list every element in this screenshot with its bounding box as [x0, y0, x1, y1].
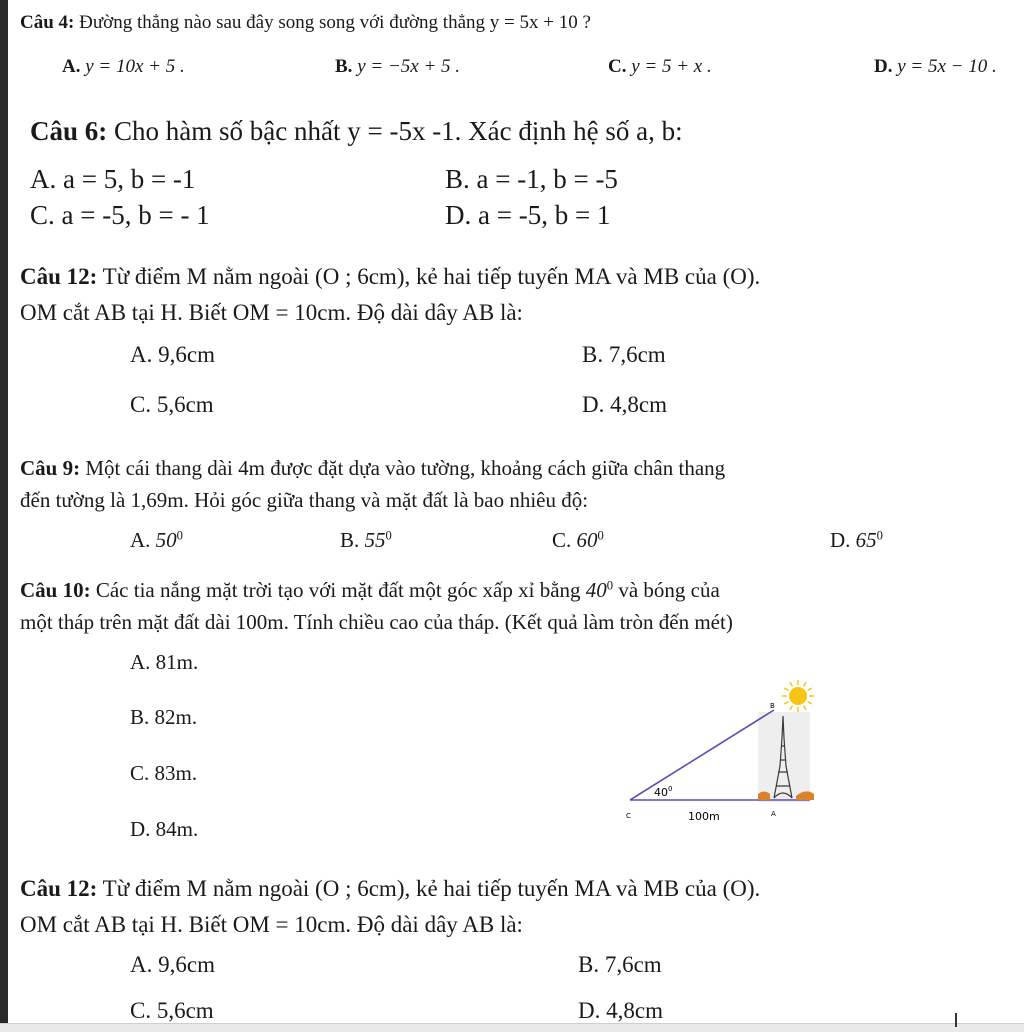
question-12-option-a[interactable]: A. 9,6cm: [130, 342, 215, 367]
sun-icon: [782, 680, 814, 712]
question-10-option-a[interactable]: A. 81m.: [130, 650, 199, 674]
question-12b-option-c[interactable]: C. 5,6cm: [130, 998, 214, 1023]
question-12b-stem-line-2: OM cắt AB tại H. Biết OM = 10cm. Độ dài dây AB là:: [20, 912, 523, 937]
question-9-stem-line-2: đến tường là 1,69m. Hỏi góc giữa thang và mặt đất là bao nhiêu độ:: [20, 488, 589, 512]
question-9-option-d[interactable]: [830, 528, 883, 553]
option-letter: B.: [340, 528, 360, 552]
question-10-text-b: và bóng của: [613, 578, 720, 602]
sun-disc: [789, 687, 807, 705]
bottom-window-border: [0, 1023, 1024, 1032]
question-6-option-c[interactable]: C. a = -5, b = - 1: [30, 200, 210, 230]
point-a-label: A: [771, 810, 776, 818]
option-text: y = 5x − 10 .: [897, 56, 997, 77]
degree-mark: 0: [385, 528, 392, 543]
option-value: 55: [364, 528, 386, 552]
question-10-option-c[interactable]: C. 83m.: [130, 761, 198, 785]
option-letter: D.: [830, 528, 851, 552]
sun-ray: [804, 682, 807, 686]
question-10-stem-line-1: [20, 578, 720, 603]
question-12b-label: Câu 12:: [20, 876, 98, 901]
sun-ray-line: [630, 710, 774, 800]
question-12-label: Câu 12:: [20, 264, 98, 289]
question-4-stem: [20, 12, 591, 34]
question-4-option-b[interactable]: [335, 56, 460, 78]
option-letter: C.: [608, 56, 627, 77]
question-12b-text-line-1: Từ điểm M nằm ngoài (O ; 6cm), kẻ hai tiếp tuyến MA và MB của (O).: [102, 876, 761, 901]
degree-mark: 0: [597, 528, 604, 543]
point-b-label: B: [770, 702, 775, 710]
question-10-angle: 40: [585, 578, 607, 602]
question-12-stem-line-1: [20, 264, 760, 290]
option-text: y = 5 + x .: [631, 56, 712, 77]
option-letter: C.: [552, 528, 572, 552]
option-letter: B.: [335, 56, 353, 77]
question-12-option-c[interactable]: C. 5,6cm: [130, 392, 214, 417]
question-12b-stem-line-1: [20, 876, 760, 902]
question-4-text: Đường thẳng nào sau đây song song với đường thẳng y = 5x + 10 ?: [79, 12, 591, 33]
question-10-text-a: Các tia nắng mặt trời tạo với mặt đất một góc xấp xỉ bằng: [95, 578, 586, 602]
question-6-option-d[interactable]: D. a = -5, b = 1: [445, 200, 611, 230]
question-9-label: Câu 9:: [20, 456, 81, 480]
left-window-border: [0, 0, 8, 1032]
question-6-label: Câu 6:: [30, 116, 108, 146]
text-cursor: [955, 1013, 957, 1027]
option-letter: A.: [62, 56, 81, 77]
question-9-option-a[interactable]: [130, 528, 183, 553]
option-letter: A.: [130, 528, 151, 552]
question-6-stem: [30, 116, 683, 147]
question-12b-option-b[interactable]: B. 7,6cm: [578, 952, 662, 977]
question-10-stem-line-2: một tháp trên mặt đất dài 100m. Tính chiều cao của tháp. (Kết quả làm tròn đến mét): [20, 610, 733, 634]
question-9-option-c[interactable]: [552, 528, 604, 553]
question-9-stem-line-1: [20, 456, 725, 481]
question-12-option-d[interactable]: D. 4,8cm: [582, 392, 667, 417]
question-6-text: Cho hàm số bậc nhất y = -5x -1. Xác định hệ số a, b:: [114, 116, 683, 146]
degree-mark: 0: [606, 578, 614, 593]
tower-shadow-figure: [618, 676, 830, 828]
option-value: 60: [576, 528, 598, 552]
question-12-stem-line-2: OM cắt AB tại H. Biết OM = 10cm. Độ dài dây AB là:: [20, 300, 523, 325]
option-letter: D.: [874, 56, 893, 77]
sun-ray: [790, 706, 793, 710]
question-6-option-b[interactable]: B. a = -1, b = -5: [445, 164, 618, 194]
option-text: y = 10x + 5 .: [85, 56, 185, 77]
option-text: y = −5x + 5 .: [357, 56, 461, 77]
degree-mark: 0: [876, 528, 883, 543]
degree-mark: 0: [176, 528, 183, 543]
question-9-text-line-1: Một cái thang dài 4m được đặt dựa vào tường, khoảng cách giữa chân thang: [85, 456, 726, 480]
distance-label: 100m: [688, 810, 720, 823]
ground-shrub-left: [758, 792, 770, 801]
sun-ray: [808, 688, 812, 691]
question-12b-option-a[interactable]: A. 9,6cm: [130, 952, 215, 977]
question-6-option-a[interactable]: A. a = 5, b = -1: [30, 164, 196, 194]
question-10-option-d[interactable]: D. 84m.: [130, 817, 199, 841]
sun-ray: [804, 706, 807, 710]
sun-ray: [790, 682, 793, 686]
point-c-label: C: [626, 812, 631, 820]
sun-ray: [808, 702, 812, 705]
option-value: 65: [855, 528, 877, 552]
question-4-option-c[interactable]: [608, 56, 712, 78]
question-4-option-d[interactable]: [874, 56, 997, 78]
option-value: 50: [155, 528, 177, 552]
question-9-option-b[interactable]: [340, 528, 392, 553]
question-12-option-b[interactable]: B. 7,6cm: [582, 342, 666, 367]
question-12-text-line-1: Từ điểm M nằm ngoài (O ; 6cm), kẻ hai tiếp tuyến MA và MB của (O).: [102, 264, 761, 289]
question-12b-option-d[interactable]: D. 4,8cm: [578, 998, 663, 1023]
sun-ray: [784, 702, 788, 705]
question-4-label: Câu 4:: [20, 12, 75, 33]
sun-ray: [784, 688, 788, 691]
question-10-option-b[interactable]: B. 82m.: [130, 705, 198, 729]
angle-label: $40^0$: [654, 785, 673, 799]
question-10-label: Câu 10:: [20, 578, 91, 602]
question-4-option-a[interactable]: [62, 56, 185, 78]
